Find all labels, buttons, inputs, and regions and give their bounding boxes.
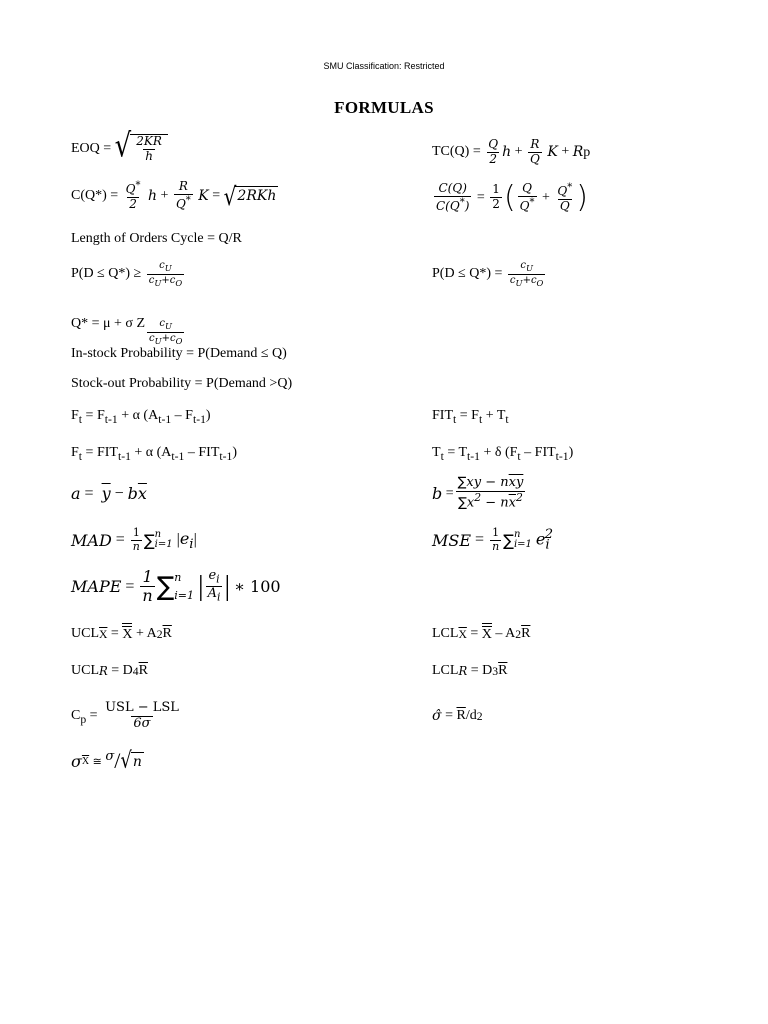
formula-sigma-estimate: σ̂ = $\overline{R}$ /d 2 [432,708,483,724]
tc-label: TC(Q) = [432,144,481,160]
mape-label: MAPE [71,577,122,597]
formula-sigma-xbar: σ $\overline{X}$ ≅ σ / √ n [71,747,142,774]
lcl-r-label: LCL [432,663,459,678]
mse-label: MSE [432,530,472,550]
cp-denominator: 6σ [133,715,151,731]
formula-slope: b = $\frac{\sum xy - n\overline{x}\overline{y}}{\sum x^2 - n\overline{x}^2}$ [432,475,524,511]
formula-instock-probability: In-stock Probability = P(Demand ≤ Q) [71,346,287,361]
formula-process-capability: $C_p$ = $\frac{\text{USL − LSL}}{6\sigma}$ [71,700,179,731]
cp-numerator: USL − LSL [105,700,179,715]
formula-stockout-probability: Stock-out Probability = P(Demand >Q) [71,376,293,391]
formula-critical-ratio-eq: P(D ≤ Q*) = $\frac{c_U}{c_U+c_O}$ [432,260,544,288]
formula-mad: MAD = $\frac{1}{n}$ ∑ n i=1 | $e_i$ | [71,526,197,553]
pd-eq-label: P(D ≤ Q*) = [432,266,503,282]
formula-fit: $FIT_t = F_t + T_t$ [432,408,509,426]
formula-ucl-xbar: UCL $\overline{X}$ = X + A 2 $\overline{R}$ [71,626,172,642]
formula-mse: MSE = $\frac{1}{n}$ ∑ n i=1 $e_i^2$ [432,526,554,553]
mape-multiplier: ∗ 100 [234,577,281,597]
qstar-label: Q* = μ + σ Z [71,316,146,332]
formula-eoq [71,127,168,166]
formula-cost-at-optimum: C(Q*) = $\frac{Q^*}{2}$ h + $\frac{R}{Q^*}$ K = √ 2RKh [71,179,277,211]
formula-critical-ratio-ge: P(D ≤ Q*) ≥ $\frac{c_U}{c_U+c_O}$ [71,260,183,288]
formula-lcl-xbar: LCL $\overline{X}$ = X – A 2 $\overline{R}$ [432,626,531,642]
classification-label: SMU Classification: Restricted [323,61,445,71]
pd-ge-label: P(D ≤ Q*) ≥ [71,266,142,282]
cq-label: C(Q*) = [71,187,119,203]
eoq-sqrt: √ $\frac{2KR}{h}$ [115,134,168,164]
ucl-r-label: UCL [71,663,99,678]
formula-cycle-length: Length of Orders Cycle = Q/R [71,231,242,246]
formula-total-cost: TC(Q) = $\frac{Q}{2}$ h + $\frac{R}{Q}$ K + Rp [432,137,591,166]
formula-lcl-r: LCL R = D 3 $\overline{R}$ [432,663,508,678]
formula-trend: $T_t = T_{t-1} + \delta$ $(F_t - FIT_{t-1})$ [432,445,574,463]
formula-ucl-r: UCL R = D 4 $\overline{R}$ [71,663,148,678]
eoq-label: EOQ = [71,140,112,156]
mad-label: MAD [71,530,112,550]
page-title: FORMULAS [334,98,434,117]
formula-mape: MAPE = $\frac{1}{n}$ ∑ n i=1 | $\frac{e_i}{A_i}$ | ∗ 100 [71,567,281,606]
formula-forecast: $F_t = F_{t-1} + \alpha$ $(A_{t-1} - F_{t-1})$ [71,408,211,426]
formula-intercept: a = $\overline{y}$ − b $\overline{x}$ [71,484,147,503]
ucl-xbar-label: UCL [71,626,99,641]
lcl-xbar-label: LCL [432,626,459,641]
formula-cost-ratio: $\frac{C(Q)}{C(Q^*)}$ = $\frac{1}{2}$ ( $\frac{Q}{Q^*}$ + $\frac{Q^*}{Q}$ ) [436,180,588,215]
formula-optimal-quantity: Q* = μ + σ Z $\frac{c_U}{c_U+c_O}$ [71,316,183,346]
formula-forecast-with-trend: $F_t = FIT_{t-1} + \alpha$ $(A_{t-1} - FIT_{t-1})$ [71,445,237,463]
